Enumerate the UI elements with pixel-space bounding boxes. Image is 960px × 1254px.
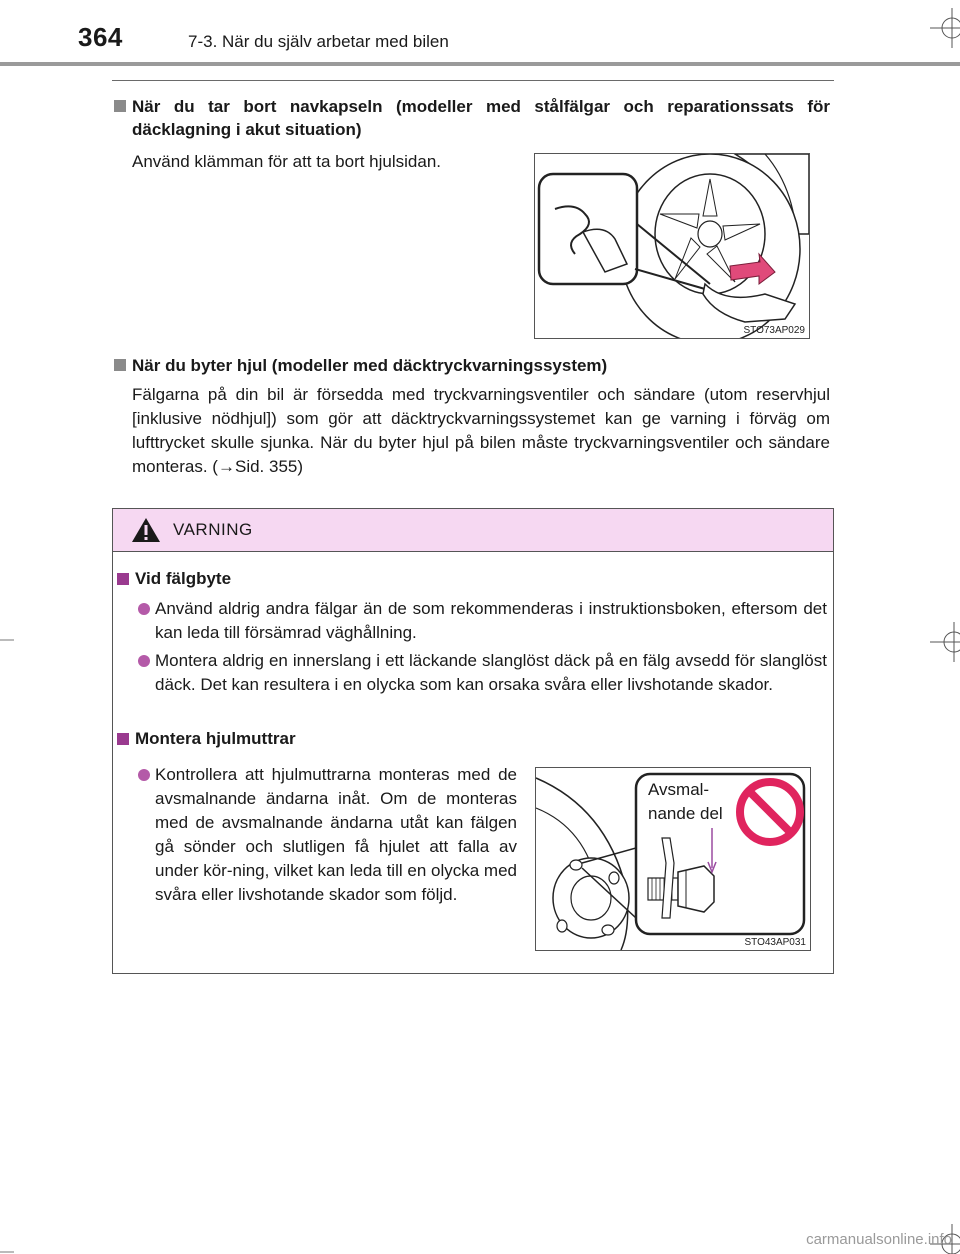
- section-heading: [112, 354, 830, 377]
- registration-mark-icon: [930, 8, 960, 48]
- warning-label: VARNING: [173, 520, 253, 539]
- bullet-text: Använd aldrig andra fälgar än de som rekommenderas i instruktionsboken, eftersom det kan leda till försämrad väghållning.: [155, 599, 827, 642]
- section-tpms: [112, 354, 830, 479]
- warning-triangle-icon: [131, 516, 161, 544]
- tpms-paragraph: [112, 383, 830, 479]
- page-reference[interactable]: Sid. 355): [234, 457, 304, 476]
- warning-subheading: [115, 729, 296, 749]
- heading-text: När du byter hjul (modeller med däcktryckvarningssystem): [132, 356, 608, 375]
- crop-mark-icon: [0, 1232, 14, 1254]
- warning-subheading: [115, 569, 231, 589]
- figure-code: STO43AP031: [744, 937, 806, 948]
- page-number: 364: [78, 22, 123, 52]
- round-bullet-icon: [138, 769, 150, 781]
- hubcap-instruction: Använd klämman för att ta bort hjulsidan.: [132, 152, 441, 171]
- square-bullet-icon: [114, 359, 126, 371]
- tpms-text: Fälgarna på din bil är försedda med tryckvarningsventiler och sändare (utom reservhjul [inklusive nödhjul]) som gör att däcktryckvarningssystemet kan ge varning i förväg om lufttrycket skulle sjunka. När du byter hjul på bilen måste tryckvarningsventiler och sändare monteras. (: [132, 385, 830, 476]
- header-rule: [0, 62, 960, 66]
- warning-box: [112, 508, 834, 974]
- section-title: 7-3. När du själv arbetar med bilen: [188, 32, 449, 51]
- hubcap-removal-figure: [534, 153, 810, 339]
- square-bullet-icon: [117, 733, 129, 745]
- warning-header: [113, 509, 833, 552]
- square-bullet-icon: [114, 100, 126, 112]
- bullet-text: Montera aldrig en innerslang i ett läckande slanglöst däck på en fälg avsedd för slanglöst däck. Det kan resultera i en olycka som kan orsaka svåra eller livshotande skador.: [155, 651, 827, 694]
- square-bullet-icon: [117, 573, 129, 585]
- crop-mark-icon: [0, 638, 14, 642]
- label-line: nande del: [648, 804, 723, 823]
- figure-code: STO73AP029: [743, 325, 805, 336]
- arrow-icon: →: [217, 457, 235, 476]
- divider: [112, 80, 834, 81]
- warning-bullet: [135, 763, 517, 907]
- warning-bullet: [135, 649, 827, 697]
- watermark: carmanualsonline.info: [806, 1231, 952, 1248]
- section-heading: [112, 95, 830, 141]
- page-header: [0, 0, 960, 62]
- label-line: Avsmal-: [648, 780, 710, 799]
- bullet-text: Kontrollera att hjulmuttrarna monteras med de avsmalnande ändarna inåt. Om de monteras med de avsmalnande ändarna utåt kan fälgen gå sönder och slutligen få hjulet att falla av under kör-ning, vilket kan leda till en olycka med svåra eller livshotande skador som följd.: [155, 765, 517, 904]
- warning-bullet: [135, 597, 827, 645]
- subheading-text: Vid fälgbyte: [135, 569, 232, 588]
- section-hubcap: [112, 95, 830, 141]
- wheel-cover-illustration-icon: [535, 154, 809, 338]
- round-bullet-icon: [138, 655, 150, 667]
- tapered-part-label: [648, 778, 723, 826]
- heading-text: När du tar bort navkapseln (modeller med stålfälgar och reparationssats för däcklagning i akut situation): [132, 97, 830, 139]
- registration-mark-icon: [930, 622, 960, 662]
- subheading-text: Montera hjulmuttrar: [135, 729, 296, 748]
- round-bullet-icon: [138, 603, 150, 615]
- wheel-nut-figure: [535, 767, 811, 951]
